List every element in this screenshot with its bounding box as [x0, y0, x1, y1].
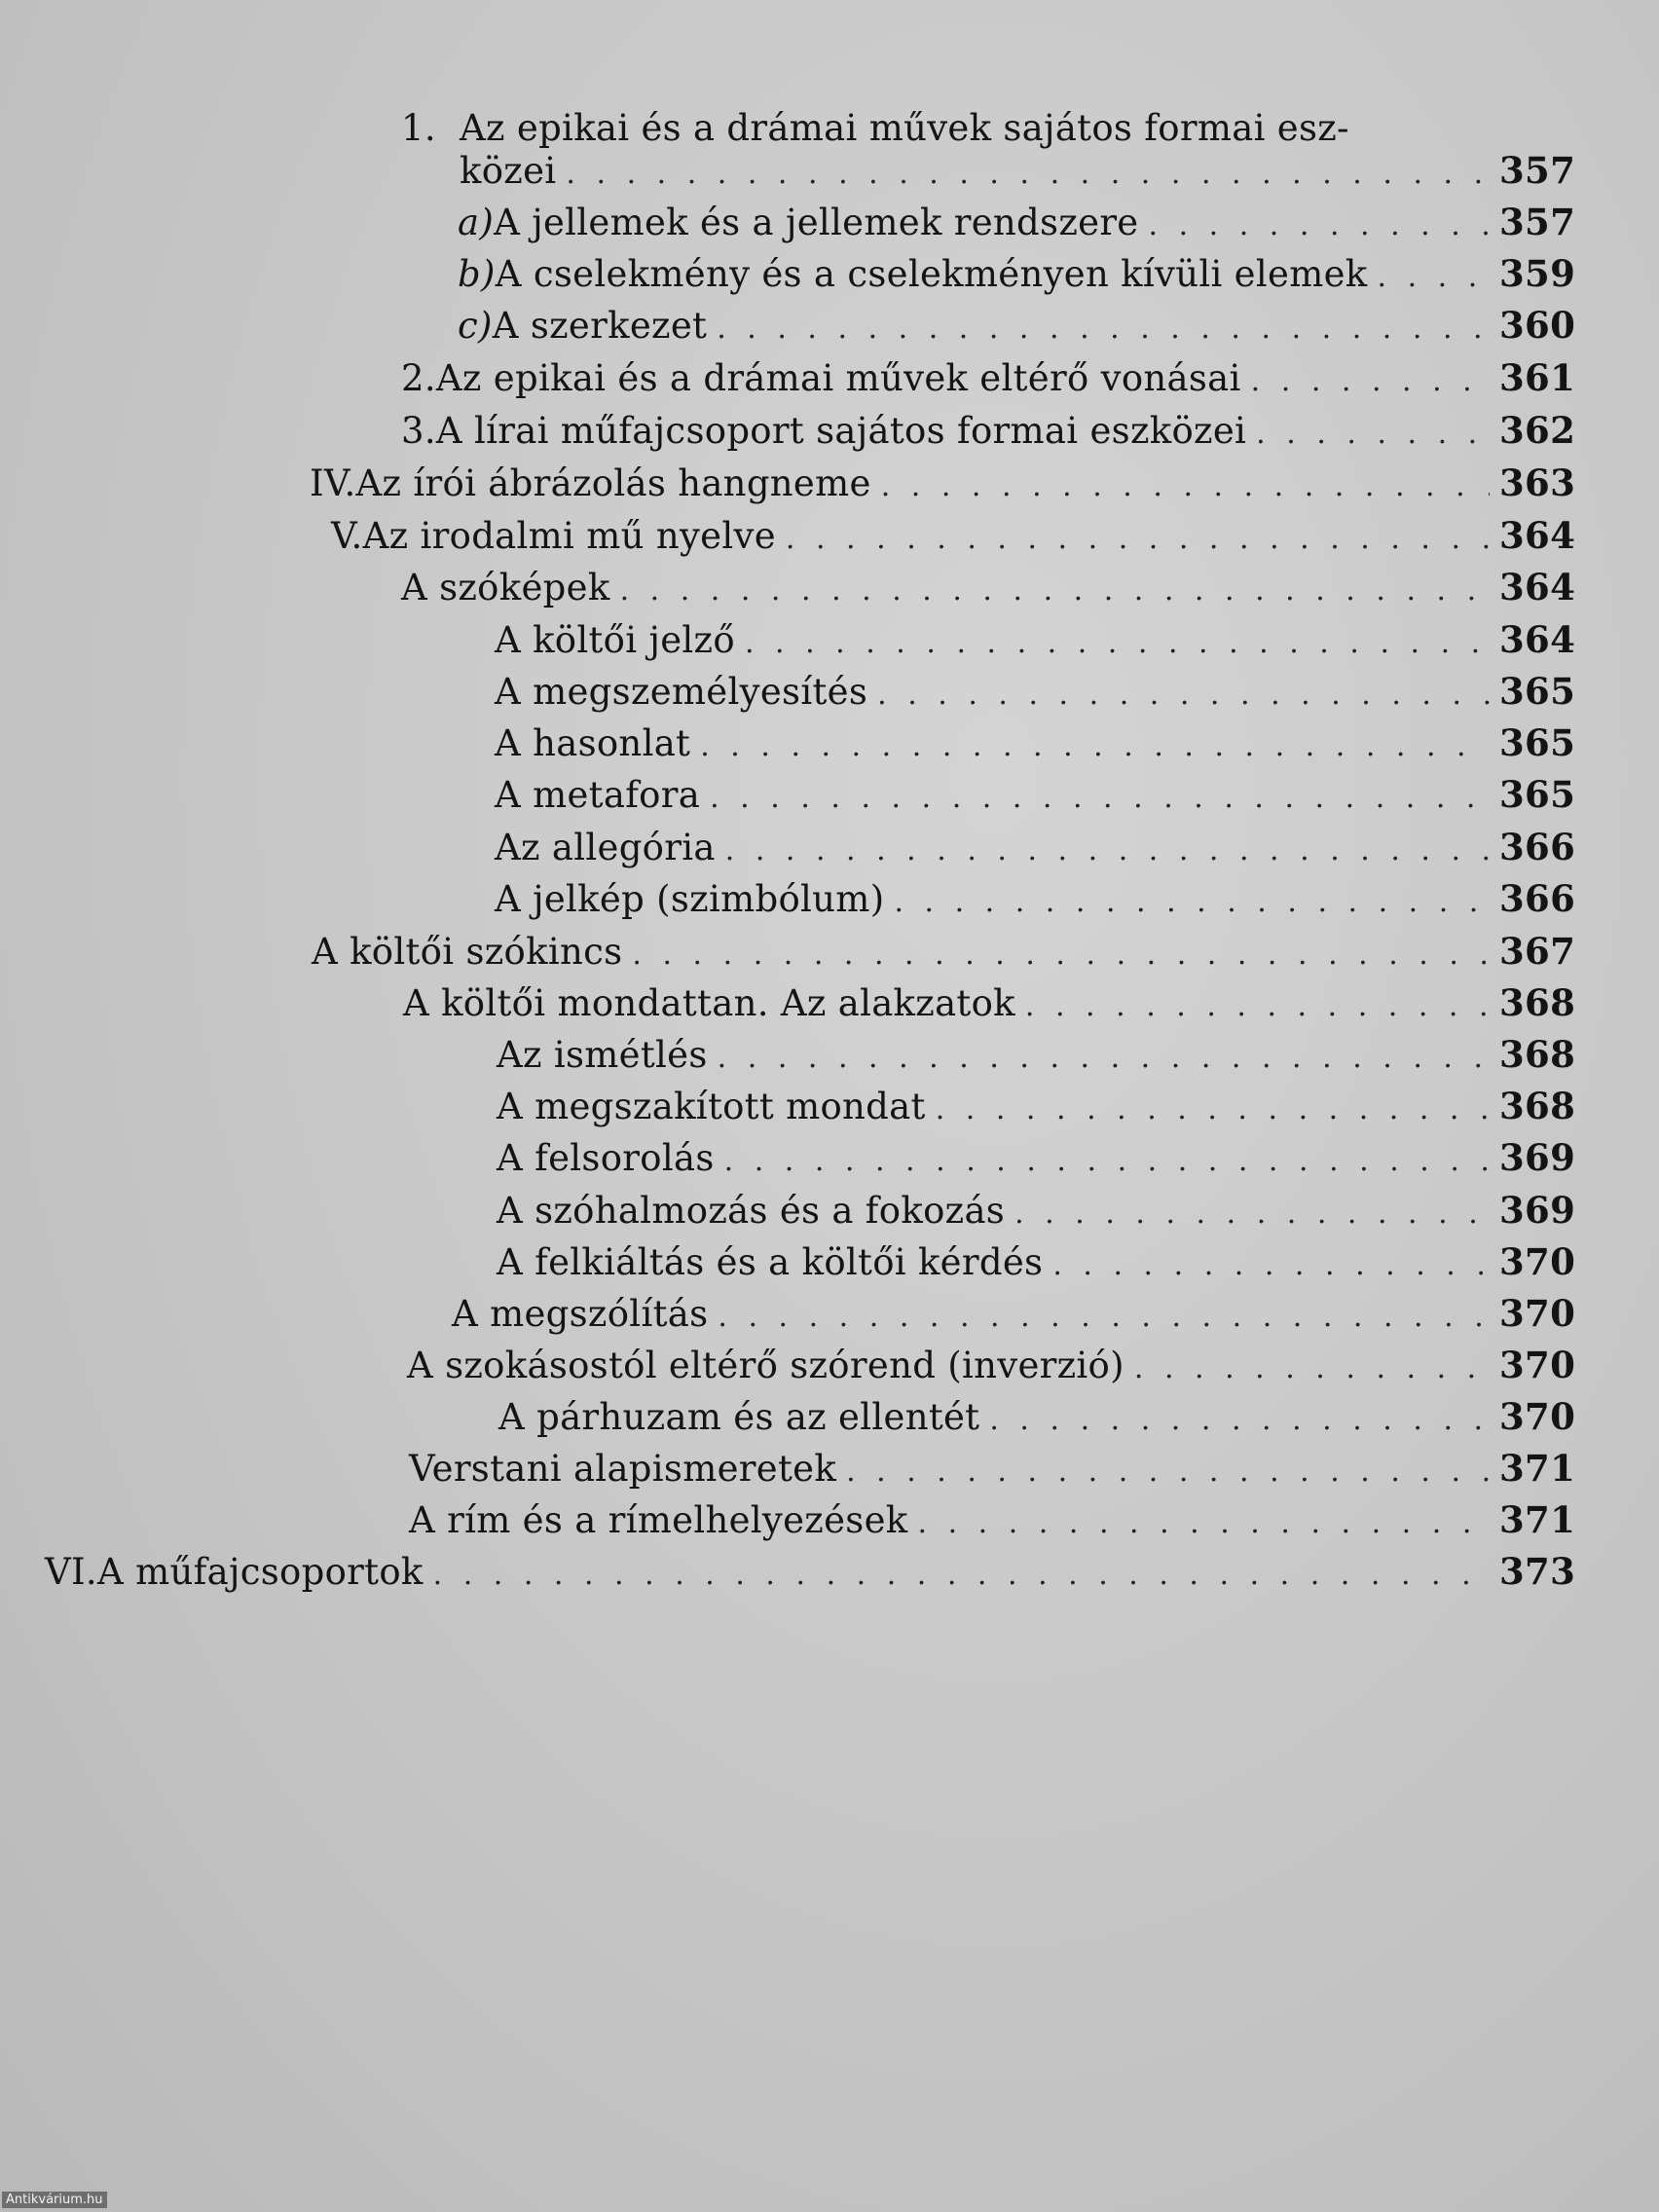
- toc-entry: [45, 1550, 1576, 1597]
- toc-entry: [495, 773, 1576, 820]
- toc-entry-page: 362: [1499, 409, 1576, 452]
- dot-leader: [1256, 413, 1490, 456]
- toc-entry-number: IV.: [310, 462, 356, 504]
- dot-leader: [724, 1140, 1490, 1183]
- dot-leader: [989, 1399, 1490, 1442]
- dot-leader: [846, 1451, 1490, 1493]
- dot-leader: [936, 1088, 1490, 1131]
- dot-leader: [710, 777, 1490, 820]
- toc-entry-title: A szokásostól eltérő szórend (inverzió): [407, 1345, 1124, 1386]
- toc-entry-title-continued: közei: [460, 150, 557, 192]
- dot-leader: [725, 830, 1490, 872]
- toc-entry-title: A felkiáltás és a költői kérdés: [497, 1241, 1044, 1283]
- toc-entry: [409, 1498, 1576, 1545]
- toc-entry-title: A megszakított mondat: [497, 1086, 926, 1127]
- toc-entry-page: 369: [1499, 1189, 1576, 1232]
- toc-entry: [401, 566, 1576, 612]
- toc-entry-page: 366: [1499, 877, 1576, 920]
- dot-leader: [786, 518, 1490, 561]
- toc-entry-page: 373: [1499, 1550, 1576, 1593]
- toc-entry-page: 368: [1499, 1085, 1576, 1127]
- toc-entry-page: 365: [1499, 721, 1576, 764]
- toc-entry-page: 364: [1499, 566, 1576, 608]
- toc-entry-title: A megszólítás: [452, 1293, 709, 1335]
- toc-entry-1-second-line: [460, 149, 1576, 196]
- dot-leader: [1378, 256, 1490, 299]
- toc-entry-page: 364: [1499, 514, 1576, 557]
- dot-leader: [566, 153, 1490, 196]
- dot-leader: [718, 1037, 1490, 1080]
- toc-entry-title: A jelkép (szimbólum): [495, 878, 885, 920]
- toc-entry: [310, 461, 1576, 508]
- toc-entry: [497, 1085, 1576, 1131]
- toc-entry-title: A hasonlat: [495, 722, 691, 764]
- toc-entry-number: 3.: [401, 410, 436, 452]
- toc-entry: [401, 409, 1576, 456]
- toc-entry: [495, 670, 1576, 717]
- toc-entry-title: A jellemek és a jellemek rendszere: [494, 202, 1139, 243]
- toc-entry-title: A szóképek: [401, 567, 610, 608]
- toc-entry-page: 370: [1499, 1240, 1576, 1283]
- toc-entry-page: 357: [1499, 149, 1576, 192]
- toc-entry: [331, 514, 1576, 561]
- toc-entry-title: A cselekmény és a cselekményen kívüli elemek: [495, 253, 1368, 295]
- toc-entry: [409, 1447, 1576, 1493]
- toc-entry-title: A költői jelző: [495, 619, 735, 661]
- toc-entry-page: 367: [1499, 930, 1576, 973]
- toc-entry-number: a): [458, 202, 495, 243]
- dot-leader: [918, 1502, 1490, 1545]
- toc-entry-page: 371: [1499, 1498, 1576, 1541]
- toc-entry-page: 371: [1499, 1447, 1576, 1490]
- dot-leader: [1025, 985, 1490, 1028]
- dot-leader: [1134, 1347, 1490, 1390]
- toc-entry: [401, 356, 1576, 403]
- toc-entry: [458, 304, 1576, 350]
- toc-entry: [495, 826, 1576, 872]
- toc-entry-number: b): [458, 253, 496, 295]
- toc-entry-title: A költői mondattan. Az alakzatok: [403, 982, 1015, 1024]
- toc-entry-page: 366: [1499, 826, 1576, 868]
- toc-entry-page: 357: [1499, 201, 1576, 243]
- toc-entry-page: 361: [1499, 356, 1576, 399]
- toc-entry-page: 359: [1499, 252, 1576, 295]
- toc-entry-page: 370: [1499, 1292, 1576, 1335]
- toc-entry-page: 360: [1499, 304, 1576, 347]
- dot-leader: [1014, 1193, 1490, 1235]
- toc-entry-number: 2.: [401, 357, 436, 399]
- toc-entry-title: Az epikai és a drámai művek sajátos formai esz-: [460, 107, 1349, 149]
- dot-leader: [881, 465, 1490, 508]
- toc-entry-title: Az írói ábrázolás hangneme: [355, 462, 871, 504]
- toc-entry-page: 370: [1499, 1395, 1576, 1438]
- toc-entry-1-first-line: [401, 107, 1349, 150]
- toc-entry: [497, 1033, 1576, 1080]
- dot-leader: [717, 308, 1490, 350]
- dot-leader: [877, 674, 1490, 717]
- watermark: Antikvárium.hu: [2, 2192, 107, 2208]
- toc-entry-title: Az allegória: [495, 827, 716, 868]
- toc-entry-title: A felsorolás: [497, 1137, 715, 1179]
- toc-entry: [497, 1136, 1576, 1183]
- toc-entry-title: A metafora: [495, 774, 701, 816]
- toc-entry: [407, 1344, 1576, 1390]
- toc-entry-page: 363: [1499, 461, 1576, 504]
- toc-entry-title: A párhuzam és az ellentét: [498, 1396, 980, 1438]
- dot-leader: [718, 1296, 1490, 1339]
- toc-entry-number: V.: [331, 515, 363, 557]
- toc-entry-number: VI.: [45, 1551, 97, 1593]
- toc-entry: [403, 981, 1576, 1028]
- toc-entry-page: 369: [1499, 1136, 1576, 1179]
- dot-leader: [632, 934, 1490, 977]
- toc-entry-number: 1.: [401, 107, 436, 149]
- dot-leader: [1149, 204, 1490, 247]
- toc-entry-title: Az irodalmi mű nyelve: [362, 515, 776, 557]
- toc-entry: [495, 618, 1576, 665]
- toc-entry-page: 370: [1499, 1344, 1576, 1386]
- toc-entry-title: A költői szókincs: [312, 931, 623, 973]
- toc-entry-page: 364: [1499, 618, 1576, 661]
- dot-leader: [745, 622, 1490, 665]
- dot-leader: [1052, 1244, 1490, 1287]
- toc-entry-number: c): [458, 305, 493, 347]
- toc-entry: [497, 1189, 1576, 1235]
- toc-entry-page: 365: [1499, 670, 1576, 713]
- dot-leader: [433, 1554, 1490, 1597]
- toc-entry: [452, 1292, 1576, 1339]
- toc-entry: [498, 1395, 1576, 1442]
- toc-entry-title: A lírai műfajcsoport sajátos formai eszközei: [435, 410, 1247, 452]
- toc-entry: [497, 1240, 1576, 1287]
- toc-entry-title: Az ismétlés: [497, 1034, 708, 1076]
- toc-entry: [312, 930, 1576, 977]
- toc-entry-title: A rím és a rímelhelyezések: [409, 1499, 908, 1541]
- toc-entry-page: 365: [1499, 773, 1576, 816]
- dot-leader: [894, 881, 1490, 924]
- toc-entry-title: A szerkezet: [492, 305, 708, 347]
- toc-entry-page: 368: [1499, 1033, 1576, 1076]
- dot-leader: [620, 570, 1490, 612]
- toc-entry: [495, 721, 1576, 768]
- toc-entry-title: Verstani alapismeretek: [409, 1448, 837, 1490]
- toc-entry: [458, 252, 1576, 299]
- toc-entry-title: A műfajcsoportok: [97, 1551, 424, 1593]
- toc-entry-title: A megszemélyesítés: [495, 671, 868, 713]
- toc-entry-title: A szóhalmozás és a fokozás: [497, 1190, 1006, 1232]
- toc-entry: [495, 877, 1576, 924]
- toc-entry-title: Az epikai és a drámai művek eltérő vonásai: [435, 357, 1241, 399]
- dot-leader: [1251, 360, 1490, 403]
- toc-entry-page: 368: [1499, 981, 1576, 1024]
- dot-leader: [700, 725, 1490, 768]
- toc-entry: [458, 201, 1576, 247]
